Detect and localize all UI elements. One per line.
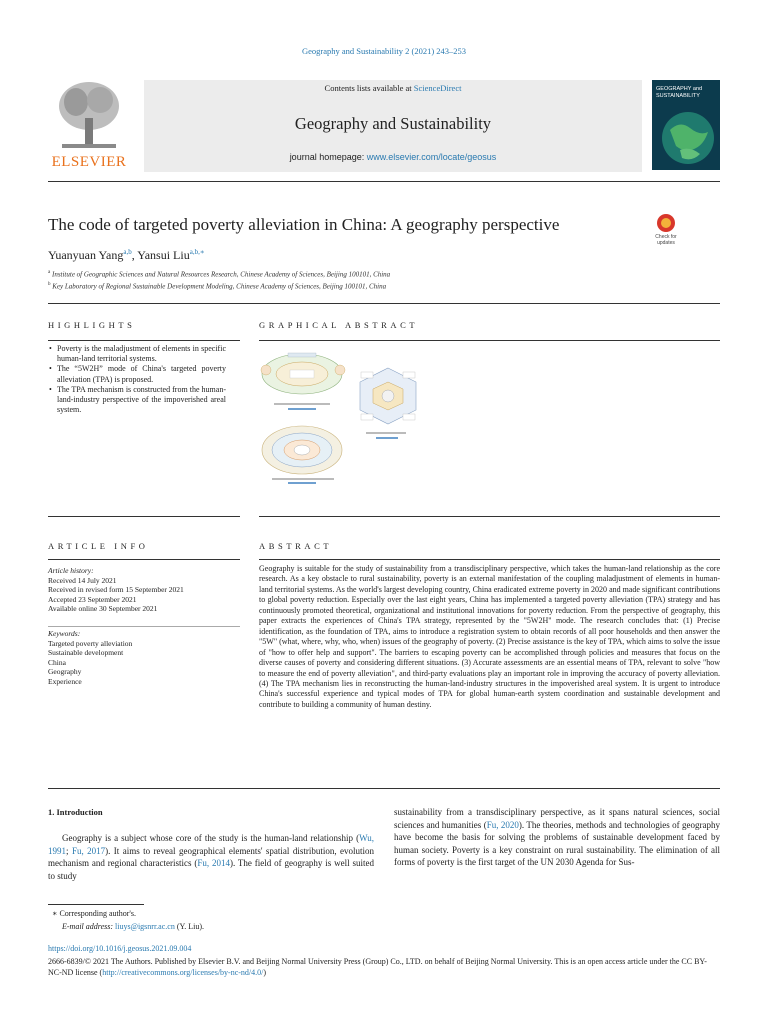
email-suffix: (Y. Liu). bbox=[174, 922, 205, 931]
affiliation bbox=[48, 270, 390, 278]
keyword-item: Experience bbox=[48, 676, 82, 686]
affiliation-text: Key Laboratory of Regional Sustainable Development Modeling, Chinese Academy of Sciences, Beijing 100101, China bbox=[52, 282, 387, 291]
masthead-banner bbox=[144, 80, 642, 172]
affiliation-marker: b bbox=[48, 282, 51, 287]
corresponding-author-note: ∗ Corresponding author's. bbox=[52, 909, 136, 918]
introduction-column-2 bbox=[394, 806, 720, 869]
abstract-heading: ABSTRACT bbox=[259, 541, 333, 551]
author-list bbox=[48, 248, 205, 263]
abstract-divider bbox=[48, 788, 720, 789]
journal-reference[interactable]: Geography and Sustainability 2 (2021) 243–253 bbox=[301, 46, 467, 56]
abstract-body: Geography is suitable for the study of sustainability from a transdisciplinary perspective, which takes the human-land relationship as the core research. As a key obstacle to rural sustainability, poverty is an external manifestation of the coupling maladjustment of elements in human-land territorial systems. As the world's largest developing country, China eradicated extreme poverty in 2020 and made significant contributions to global poverty reduction. Especially over the last eight years, China has implemented a targeted poverty alleviation (TPA) strategy and has continuously promoted theoretical, organizational and institutional innovations for poverty reduction. From the perspective of geography, this paper extracts the experiences of China's TPA strategy, represented by the "5W2H" mode. The research concludes that: (1) Precise identification, as the foundation of TPA, aims to introduce a registration system to obtain records of all poor households and then answer the "5W" (what, where, why, who, when) issues of the geography of poverty. (2) Precise assistance is the key of TPA, which aims to solve the issue of "how to offer help and support". The barriers to escaping poverty can be accomplished through policies and measures that focus on the diverse causes of poverty and considering different situations. (3) Accurate assessments are an essential means of TPA, relevant to solve "how to measure the end of poverty alleviation", and third-party evaluations play an important role in improving the accuracy of poverty alleviation. (4) The TPA mechanism lies in reconstructing the human-land-industry structures in the impoverished areal system. It is urgent to introduce China's successful experience and typical modes of TPA for global human-earth system coordination and sustainable development and contribute to building a community of human destiny. bbox=[259, 564, 720, 709]
intro-text: ; bbox=[66, 845, 72, 856]
header-divider bbox=[48, 181, 720, 182]
graphical-abstract-heading: GRAPHICAL ABSTRACT bbox=[259, 320, 419, 330]
sciencedirect-link[interactable]: ScienceDirect bbox=[413, 83, 462, 93]
email-link[interactable]: liuys@igsnrr.ac.cn bbox=[115, 922, 175, 931]
introduction-heading: 1. Introduction bbox=[48, 807, 103, 817]
contents-prefix: Contents lists available at bbox=[324, 83, 414, 93]
author-name[interactable]: Yuanyuan Yang bbox=[48, 248, 124, 262]
homepage-line bbox=[144, 152, 642, 162]
cover-title: GEOGRAPHY and SUSTAINABILITY bbox=[656, 86, 703, 99]
section-divider bbox=[259, 559, 720, 560]
citation-link[interactable]: Wu, 1991 bbox=[48, 833, 374, 856]
article-title: The code of targeted poverty alleviation in China: A geography perspective bbox=[48, 215, 560, 234]
crossmark-label: Check for updates bbox=[655, 234, 677, 246]
affiliation-marker: a bbox=[48, 270, 51, 275]
elsevier-wordmark: ELSEVIER bbox=[51, 154, 127, 170]
section-divider bbox=[259, 340, 720, 341]
introduction-column-1 bbox=[48, 832, 374, 882]
copyright-suffix: ) bbox=[263, 968, 267, 977]
elsevier-logo[interactable] bbox=[48, 80, 130, 172]
highlights-heading: HIGHLIGHTS bbox=[48, 320, 136, 330]
footnote-divider bbox=[48, 904, 144, 905]
section-divider bbox=[48, 340, 240, 341]
section-divider bbox=[48, 559, 240, 560]
highlights-list bbox=[48, 344, 226, 415]
keywords-divider bbox=[48, 626, 240, 627]
article-history bbox=[48, 566, 240, 614]
affiliation bbox=[48, 282, 386, 290]
affiliation-text: Institute of Geographic Sciences and Natural Resources Research, Chinese Academy of Sciences, Beijing 100101, China bbox=[51, 270, 391, 279]
email-label: E-mail address: bbox=[62, 922, 116, 931]
citation-link[interactable]: Fu, 2017 bbox=[71, 845, 106, 856]
history-item: Accepted 23 September 2021 bbox=[48, 594, 137, 604]
history-label: Article history: bbox=[48, 566, 94, 575]
journal-homepage-link[interactable]: www.elsevier.com/locate/geosus bbox=[366, 152, 497, 162]
citation-link[interactable]: Fu, 2014 bbox=[197, 858, 230, 869]
author-name[interactable]: Yansui Liu bbox=[137, 248, 190, 262]
doi-link[interactable]: https://doi.org/10.1016/j.geosus.2021.09.004 bbox=[48, 944, 192, 953]
crossmark-badge[interactable] bbox=[648, 214, 684, 254]
copyright-notice bbox=[48, 956, 720, 978]
copyright-text: 2666-6839/© 2021 The Authors. Published by Elsevier B.V. and Beijing Normal University Press (Group) Co., LTD. on behalf of Beijing Normal University. This is an open access article under the CC BY-NC-ND license ( bbox=[48, 957, 707, 977]
highlight-item: • The TPA mechanism is constructed from the human-land-industry perspective of the impoverished areal system. bbox=[48, 385, 226, 416]
highlight-item: • The “5W2H” mode of China's targeted poverty alleviation (TPA) is proposed. bbox=[48, 364, 226, 384]
history-item: Received 14 July 2021 bbox=[48, 575, 117, 585]
masthead bbox=[48, 80, 720, 176]
globe-icon bbox=[660, 110, 716, 166]
title-divider bbox=[48, 303, 720, 304]
intro-text: sustainability from a transdisciplinary perspective, as it spans natural sciences, social sciences and humanities ( bbox=[394, 807, 720, 830]
section-divider bbox=[48, 516, 240, 517]
crossmark-inner-icon bbox=[661, 218, 671, 228]
intro-text: Geography is a subject whose core of the study is the human-land relationship ( bbox=[62, 833, 360, 843]
keyword-item: China bbox=[48, 657, 66, 667]
section-divider bbox=[259, 516, 720, 517]
intro-text: ). The field of geography is well suited to study bbox=[48, 858, 374, 881]
keywords-label: Keywords: bbox=[48, 629, 81, 638]
author-affiliation-marker[interactable]: a,b,∗ bbox=[189, 248, 205, 256]
homepage-prefix: journal homepage: bbox=[289, 152, 367, 162]
highlight-item: • Poverty is the maladjustment of elements in specific human-land territorial systems. bbox=[48, 344, 226, 364]
intro-text: ). It aims to reveal geographical elements' spatial distribution, evolution mechanism and regional characteristics ( bbox=[48, 845, 374, 869]
license-link[interactable]: http://creativecommons.org/licenses/by-nc-nd/4.0/ bbox=[102, 968, 264, 977]
author-affiliation-marker[interactable]: a,b bbox=[123, 248, 132, 256]
keyword-item: Geography bbox=[48, 667, 82, 677]
journal-cover[interactable] bbox=[652, 80, 720, 170]
author-separator: , bbox=[131, 248, 138, 262]
contents-line bbox=[144, 83, 642, 93]
keyword-item: Sustainable development bbox=[48, 648, 124, 658]
citation-link[interactable]: Fu, 2020 bbox=[486, 819, 519, 830]
history-item: Available online 30 September 2021 bbox=[48, 604, 158, 614]
history-item: Received in revised form 15 September 2021 bbox=[48, 585, 184, 595]
keywords bbox=[48, 629, 240, 687]
graphical-abstract-figure[interactable] bbox=[258, 348, 433, 488]
intro-text: ). The theories, methods and technologies of geography have become the basis for solving the problems of sustainable development faced by human society. Poverty is a key constraint on rural sustainability. The elimination of all forms of poverty is the first target of the UN 2030 Agenda for Sus- bbox=[394, 819, 720, 868]
article-info-heading: ARTICLE INFO bbox=[48, 541, 149, 551]
email-note bbox=[62, 922, 204, 931]
keyword-item: Targeted poverty alleviation bbox=[48, 638, 133, 648]
tree-icon bbox=[56, 80, 122, 152]
journal-title: Geography and Sustainability bbox=[294, 114, 492, 133]
